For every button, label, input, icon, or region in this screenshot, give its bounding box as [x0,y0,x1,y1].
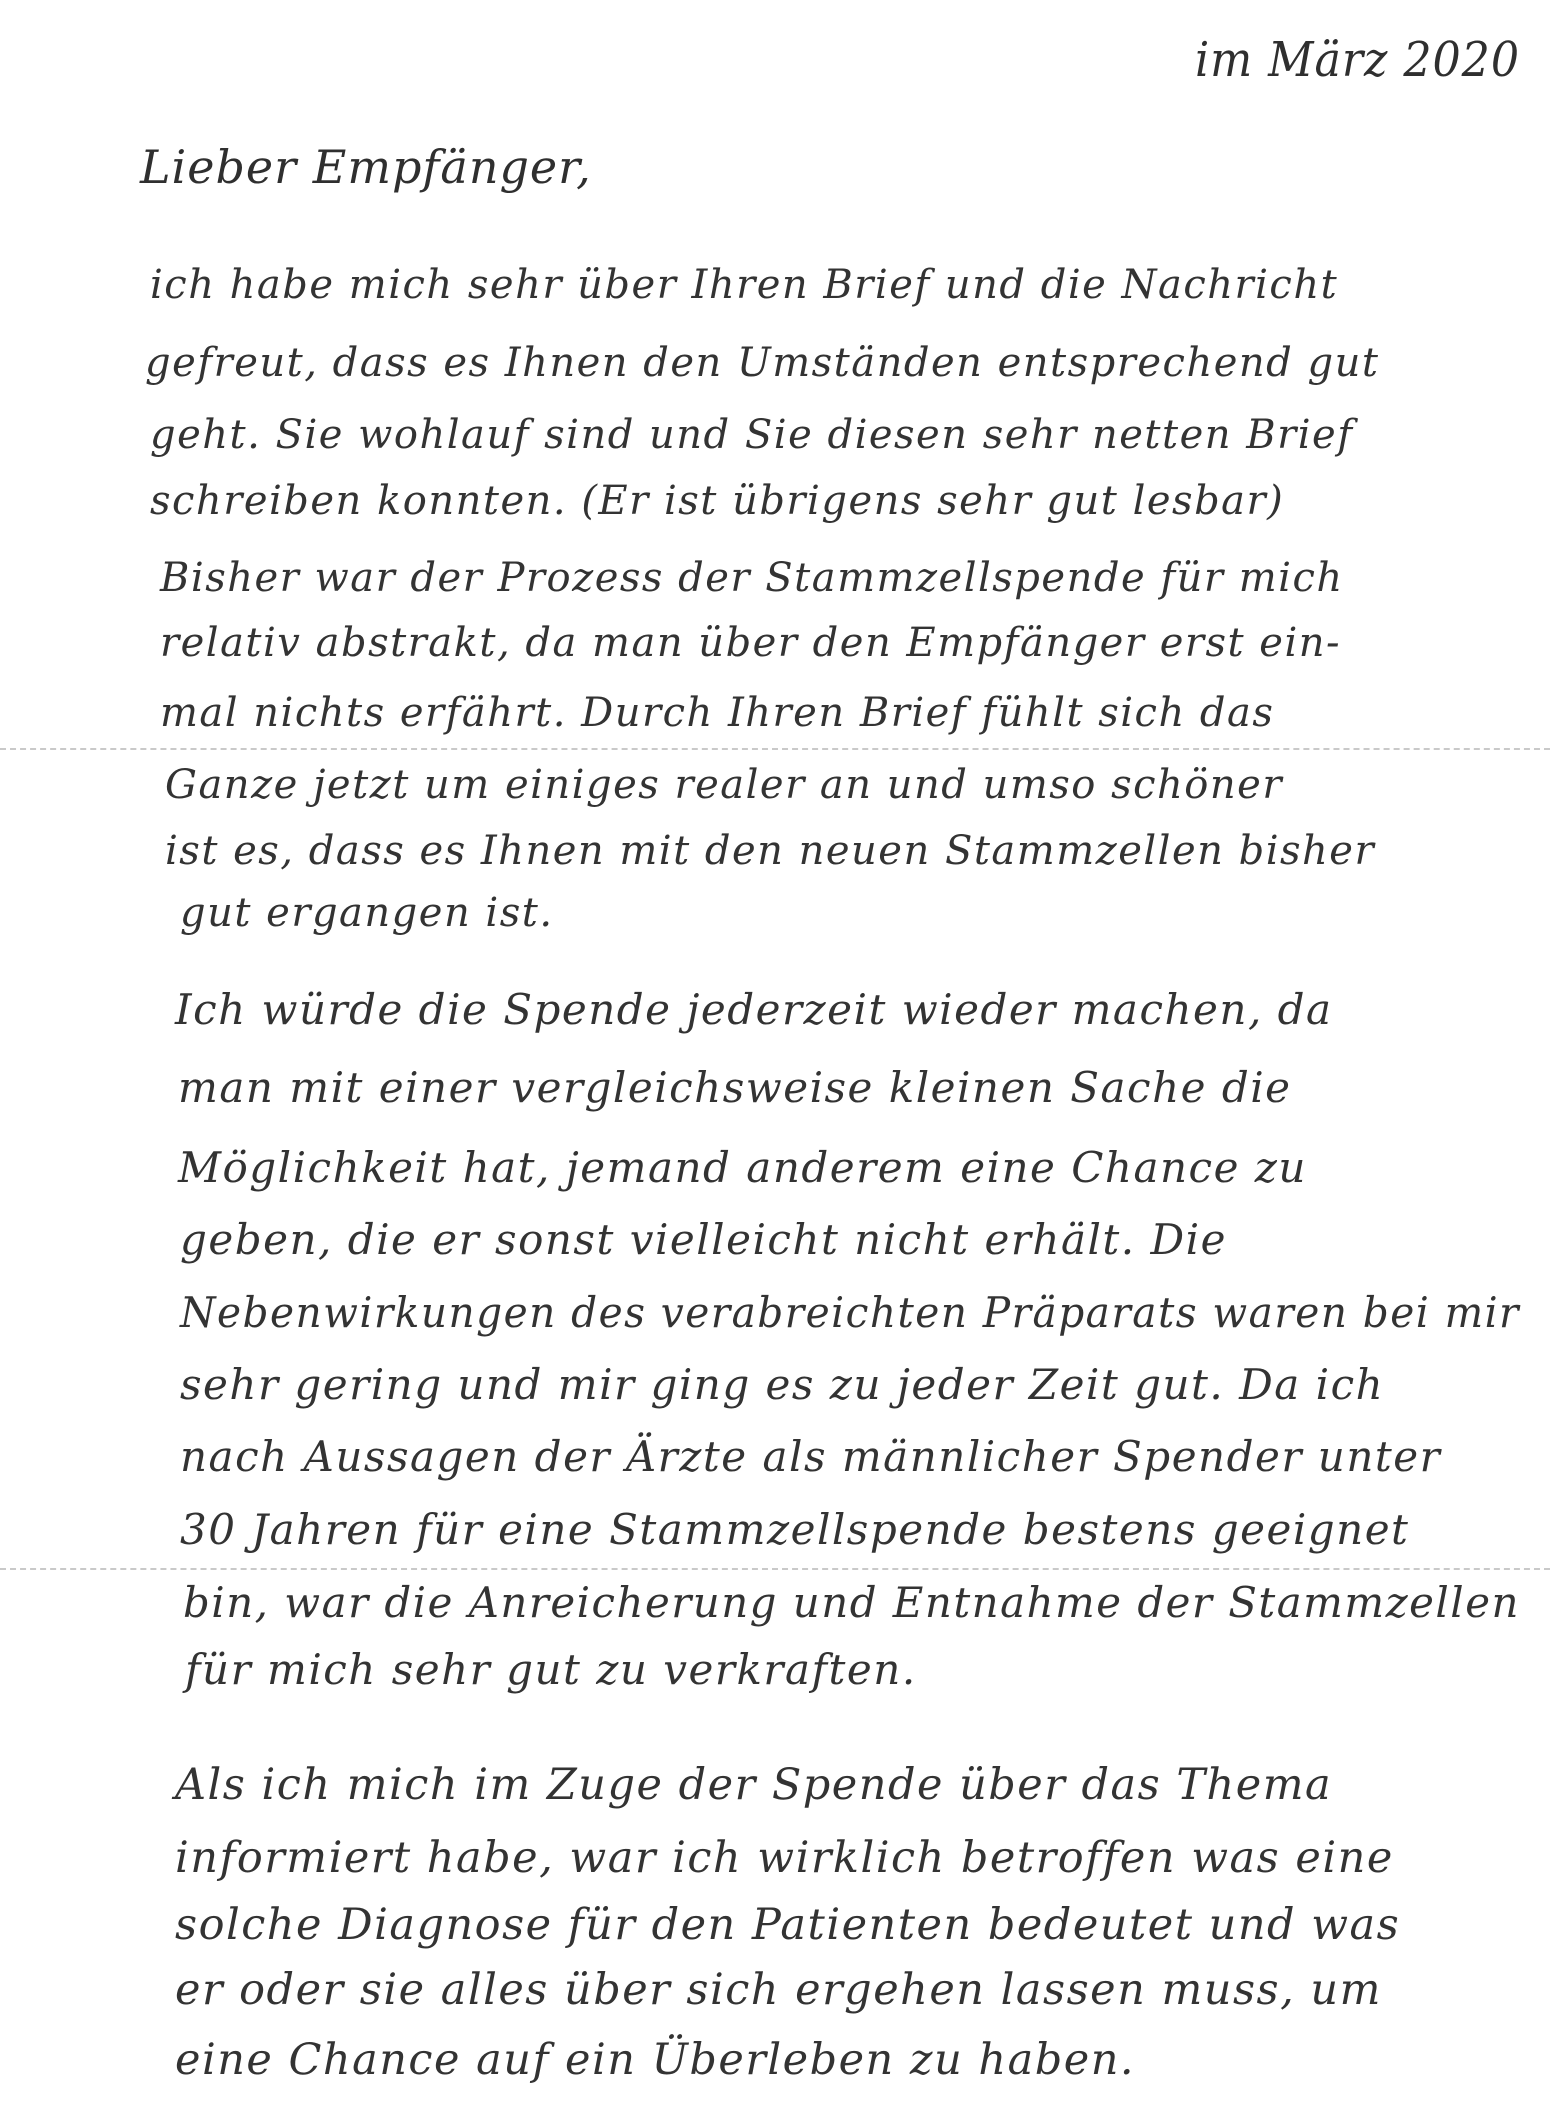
letter-line: Bisher war der Prozess der Stammzellspende für mich [160,555,1344,601]
letter-line: eine Chance auf ein Überleben zu haben. [175,2035,1136,2085]
paper-fold-line [0,1568,1550,1570]
letter-line: er oder sie alles über sich ergehen lassen muss, um [175,1965,1382,2015]
letter-line: man mit einer vergleichsweise kleinen Sache die [178,1063,1292,1112]
letter-line: nach Aussagen der Ärzte als männlicher Spender unter [180,1432,1442,1481]
letter-salutation: Lieber Empfänger, [140,140,592,194]
letter-line: sehr gering und mir ging es zu jeder Zeit gut. Da ich [180,1360,1385,1409]
letter-line: Nebenwirkungen des verabreichten Präparats waren bei mir [180,1288,1520,1337]
letter-line: bin, war die Anreicherung und Entnahme der Stammzellen [183,1578,1520,1627]
letter-line: relativ abstrakt, da man über den Empfänger erst ein- [160,620,1342,666]
letter-line: informiert habe, war ich wirklich betroffen was eine [175,1833,1394,1883]
letter-line: geben, die er sonst vielleicht nicht erhält. Die [180,1215,1227,1264]
letter-line: Möglichkeit hat, jemand anderem eine Chance zu [178,1143,1307,1192]
letter-line: schreiben konnten. (Er ist übrigens sehr gut lesbar) [150,478,1285,524]
letter-line: ist es, dass es Ihnen mit den neuen Stammzellen bisher [165,828,1376,874]
paper-fold-line [0,748,1550,750]
letter-line: gut ergangen ist. [180,890,554,936]
letter-date: im März 2020 [1195,32,1521,88]
letter-line: Ich würde die Spende jederzeit wieder machen, da [175,985,1333,1034]
letter-line: 30 Jahren für eine Stammzellspende bestens geeignet [180,1505,1410,1554]
letter-line: solche Diagnose für den Patienten bedeutet und was [175,1900,1401,1950]
letter-line: mal nichts erfährt. Durch Ihren Brief fühlt sich das [160,690,1275,736]
letter-line: gefreut, dass es Ihnen den Umständen entsprechend gut [145,340,1380,386]
letter-line: für mich sehr gut zu verkraften. [185,1645,917,1694]
letter-line: ich habe mich sehr über Ihren Brief und die Nachricht [150,262,1339,308]
letter-line: Als ich mich im Zuge der Spende über das Thema [175,1760,1333,1810]
letter-line: geht. Sie wohlauf sind und Sie diesen sehr netten Brief [150,412,1354,458]
letter-line: Ganze jetzt um einiges realer an und umso schöner [165,762,1283,808]
